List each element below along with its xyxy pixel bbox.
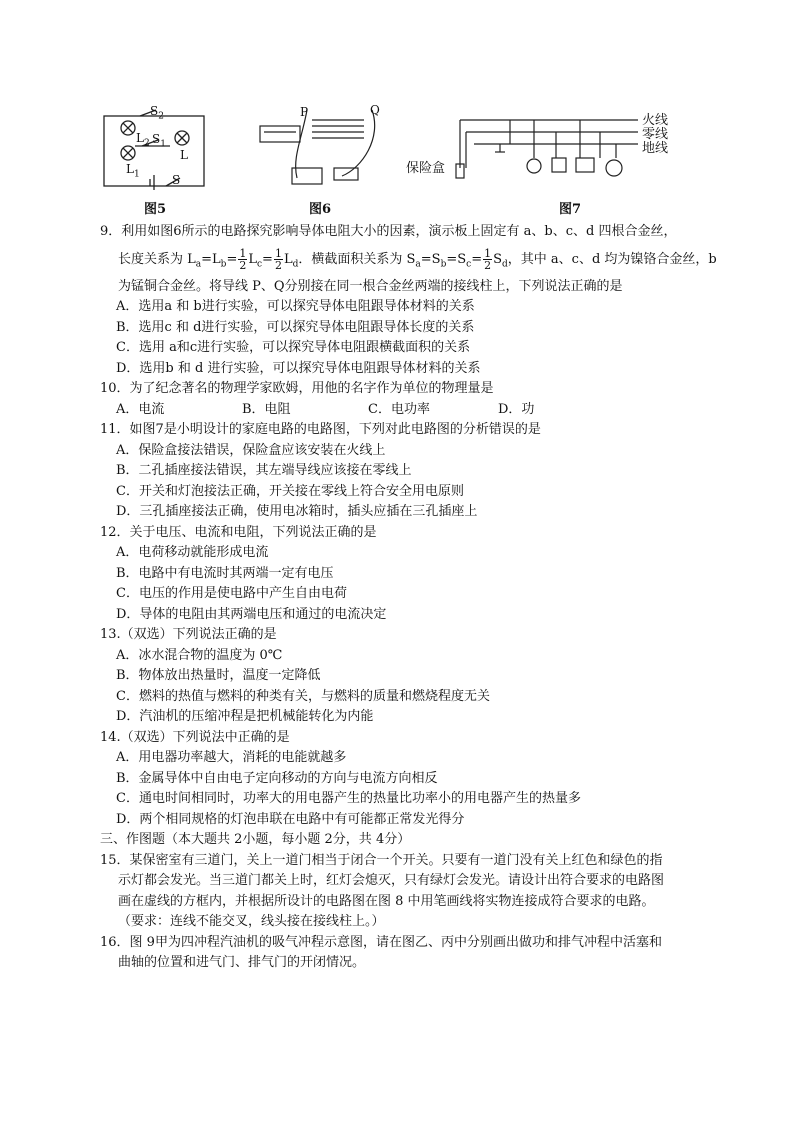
q13-option-d: D．汽油机的压缩冲程是把机械能转化为内能 [116, 709, 374, 724]
q10-options [100, 400, 700, 421]
q14-option-b: B．金属导体中自由电子定向移动的方向与电流方向相反 [116, 770, 438, 786]
q9-option-b: B．选用c 和 d进行实验，可以探究导体电阻跟导体长度的关系 [116, 319, 475, 335]
q9-relations: 长度关系为 $L_a=L_b=$ $\frac{1}{2}$ $L_c=$ $\frac{1}{2}$ $L_d$．横截面积关系为 $S_a=S_b=S_c=$ $\frac{1}{2}$ $S_d$，其中 a、c、d 均为镍铬合金丝，b [118, 246, 717, 272]
q16-line-2: 曲轴的位置和进气门、排气门的开闭情况。 [118, 955, 366, 970]
fig5-label-s: S [172, 173, 181, 187]
q13-option-a: A．冰水混合物的温度为 0℃ [116, 647, 283, 663]
q9-line3: 为锰铜合金丝。将导线 P、Q分别接在同一根合金丝两端的接线柱上，下列说法正确的是 [118, 278, 623, 294]
q15-line-1: 15．某保密室有三道门，关上一道门相当于闭合一个开关。只要有一道门没有关上红色和绿色的指 [100, 852, 663, 868]
q14-option-c: C．通电时间相同时，功率大的用电器产生的热量比功率小的用电器产生的热量多 [116, 791, 581, 806]
q9-option-c: C．选用 a和c进行实验，可以探究导体电阻跟横截面积的关系 [116, 340, 471, 355]
fig5-label-l2: $L_2$ [136, 131, 150, 149]
q10-option-b: B．电阻 [242, 401, 291, 417]
q12-option-d: D．导体的电阻由其两端电压和通过的电流决定 [116, 606, 387, 622]
q15-line-4: （要求：连线不能交叉，线头接在接线柱上。） [118, 914, 385, 929]
fig5-label-l: L [180, 148, 188, 162]
q10-option-d: D．功 [498, 401, 535, 417]
fig5-label-l1: $L_1$ [126, 162, 140, 180]
q14-stem: 14.（双选）下列说法中正确的是 [100, 729, 290, 745]
q13-stem: 13.（双选）下列说法正确的是 [100, 627, 277, 642]
fraction-half: $\frac{1}{2}$ [239, 246, 247, 272]
q14-option-a: A．用电器功率越大，消耗的电能就越多 [116, 750, 347, 765]
figure-6-apparatus [252, 98, 382, 198]
q15-line-3: 画在虚线的方框内，并根据所设计的电路图在图 8 中用笔画线将实物连接成符合要求的电路。 [118, 893, 655, 909]
q10-option-a: A．电流 [116, 401, 165, 417]
fraction-half: $\frac{1}{2}$ [484, 246, 492, 272]
q12-option-b: B．电路中有电流时其两端一定有电压 [116, 565, 334, 581]
q11-option-b: B．二孔插座接法错误，其左端导线应该接在零线上 [116, 463, 412, 478]
fig5-label-s1: $S_1$ [152, 132, 166, 150]
figures-row [100, 98, 700, 218]
q11-option-c: C．开关和灯泡接法正确，开关接在零线上符合安全用电原则 [116, 483, 464, 499]
q16-line-1: 16．图 9甲为四冲程汽油机的吸气冲程示意图，请在图乙、丙中分别画出做功和排气冲程中活塞和 [100, 934, 662, 950]
q11-option-d: D．三孔插座接法正确，使用电冰箱时，插头应插在三孔插座上 [116, 504, 478, 519]
q9-option-a: A．选用a 和 b进行实验，可以探究导体电阻跟导体材料的关系 [116, 299, 475, 314]
figure-7-home-circuit [400, 98, 700, 198]
fig6-label-p: P [300, 105, 309, 119]
fig6-label-q: Q [370, 103, 380, 117]
fig7-label-zero: 零线 [642, 127, 669, 142]
q14-option-d: D．两个相同规格的灯泡串联在电路中有可能都正常发光得分 [116, 811, 465, 827]
q12-stem: 12．关于电压、电流和电阻，下列说法正确的是 [100, 524, 377, 540]
fig6-caption: 图6 [308, 202, 332, 217]
q9-stem: 9．利用如图6所示的电路探究影响导体电阻大小的因素，演示板上固定有 a、b、c、d 四根合金丝， [100, 224, 677, 239]
q10-stem: 10．为了纪念著名的物理学家欧姆，用他的名字作为单位的物理量是 [100, 381, 494, 396]
q15-line-2: 示灯都会发光。当三道门都关上时，红灯会熄灭，只有绿灯会发光。请设计出符合要求的电路图 [118, 873, 665, 888]
q9-option-d: D．选用b 和 d 进行实验，可以探究导体电阻跟导体材料的关系 [116, 360, 481, 376]
fig5-label-s2: $S_2$ [150, 104, 164, 122]
q13-option-b: B．物体放出热量时，温度一定降低 [116, 668, 321, 683]
q12-option-a: A．电荷移动就能形成电流 [116, 545, 269, 560]
fig7-label-fuse: 保险盒 [406, 161, 446, 176]
fig7-label-ground: 地线 [642, 141, 669, 156]
fraction-half: $\frac{1}{2}$ [274, 246, 282, 272]
q13-option-c: C．燃料的热值与燃料的种类有关，与燃料的质量和燃烧程度无关 [116, 688, 490, 704]
fig5-caption: 图5 [143, 202, 167, 217]
q11-stem: 11．如图7是小明设计的家庭电路的电路图，下列对此电路图的分析错误的是 [100, 422, 541, 437]
q10-option-c: C．电功率 [368, 401, 430, 417]
question-list [100, 222, 717, 974]
section-3-heading: 三、作图题（本大题共 2小题，每小题 2分，共 4分） [100, 832, 411, 847]
q12-option-c: C．电压的作用是使电路中产生自由电荷 [116, 586, 347, 601]
q11-option-a: A．保险盒接法错误，保险盒应该安装在火线上 [116, 442, 386, 458]
fig7-caption: 图7 [558, 202, 582, 217]
fig7-label-fire: 火线 [642, 113, 669, 128]
